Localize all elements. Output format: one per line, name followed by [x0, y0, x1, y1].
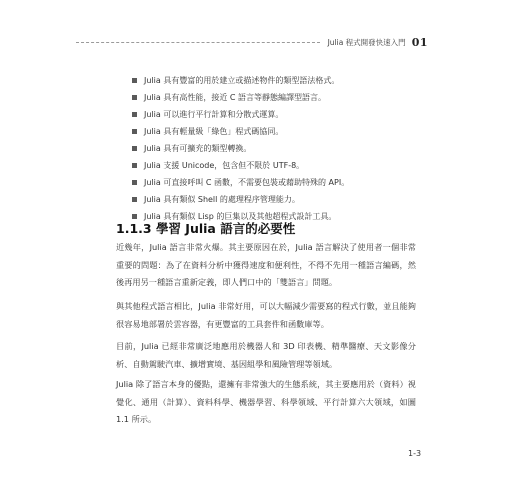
header-book-title: Julia 程式開發快速入門 — [327, 37, 406, 47]
list-item — [132, 123, 432, 140]
list-item-text: Julia 支援 Unicode，包含但不限於 UTF-8。 — [144, 161, 305, 170]
list-item — [132, 191, 432, 208]
list-item — [132, 89, 432, 106]
body-paragraph: 目前，Julia 已經非常廣泛地應用於機器人和 3D 印表機、精準醫療、天文影像分析、自動駕駛汽車、擴增實境、基因組學和風險管理等領域。 — [116, 341, 416, 369]
body-paragraph: 與其他程式語言相比，Julia 非常好用，可以大幅減少需要寫的程式行數，並且能夠很容易地部署於雲容器，有更豐富的工具套件和函數庫等。 — [116, 301, 416, 329]
square-bullet-icon — [132, 129, 137, 134]
header-chapter-number: 01 — [411, 35, 428, 49]
list-item-text: Julia 具有高性能，接近 C 語言等靜態編譯型語言。 — [144, 93, 326, 102]
list-item — [132, 157, 432, 174]
running-header — [76, 34, 428, 50]
body-paragraph: Julia 除了語言本身的優點，還擁有非常強大的生態系統，其主要應用於（資料）視覺化、通用（計算）、資料科學、機器學習、科學領域、平行計算六大領域，如圖 1.1 所示。 — [116, 379, 416, 424]
list-item — [132, 72, 432, 89]
list-item-text: Julia 可以進行平行計算和分散式運算。 — [144, 110, 284, 119]
list-item-text: Julia 具有類似 Shell 的處理程序管理能力。 — [144, 195, 300, 204]
list-item — [132, 140, 432, 157]
square-bullet-icon — [132, 95, 137, 100]
page-number: 1-3 — [408, 449, 422, 458]
square-bullet-icon — [132, 180, 137, 185]
list-item-text: Julia 具有豐富的用於建立或描述物件的類型語法格式。 — [144, 76, 340, 85]
square-bullet-icon — [132, 78, 137, 83]
list-item — [132, 106, 432, 123]
square-bullet-icon — [132, 197, 137, 202]
list-item-text: Julia 可直接呼叫 C 函數，不需要包裝或藉助特殊的 API。 — [144, 178, 350, 187]
list-item-text: Julia 具有類似 Lisp 的巨集以及其他超程式設計工具。 — [144, 212, 337, 221]
square-bullet-icon — [132, 163, 137, 168]
list-item-text: Julia 具有可擴充的類型轉換。 — [144, 144, 252, 153]
header-dashed-rule — [76, 42, 320, 43]
list-item — [132, 174, 432, 191]
square-bullet-icon — [132, 214, 137, 219]
square-bullet-icon — [132, 112, 137, 117]
square-bullet-icon — [132, 146, 137, 151]
body-paragraph: 近幾年，Julia 語言非常火爆。其主要原因在於，Julia 語言解決了使用者一個非常重要的問題：為了在資料分析中獲得速度和便利性，不得不先用一種語言編碼，然後再用另一種語言重新定義，即人們口中的「雙語言」問題。 — [116, 242, 416, 287]
list-item-text: Julia 具有輕量級「綠色」程式碼協同。 — [144, 127, 284, 136]
section-heading: 1.1.3 學習 Julia 語言的必要性 — [116, 221, 296, 236]
feature-bullet-list — [132, 72, 432, 225]
